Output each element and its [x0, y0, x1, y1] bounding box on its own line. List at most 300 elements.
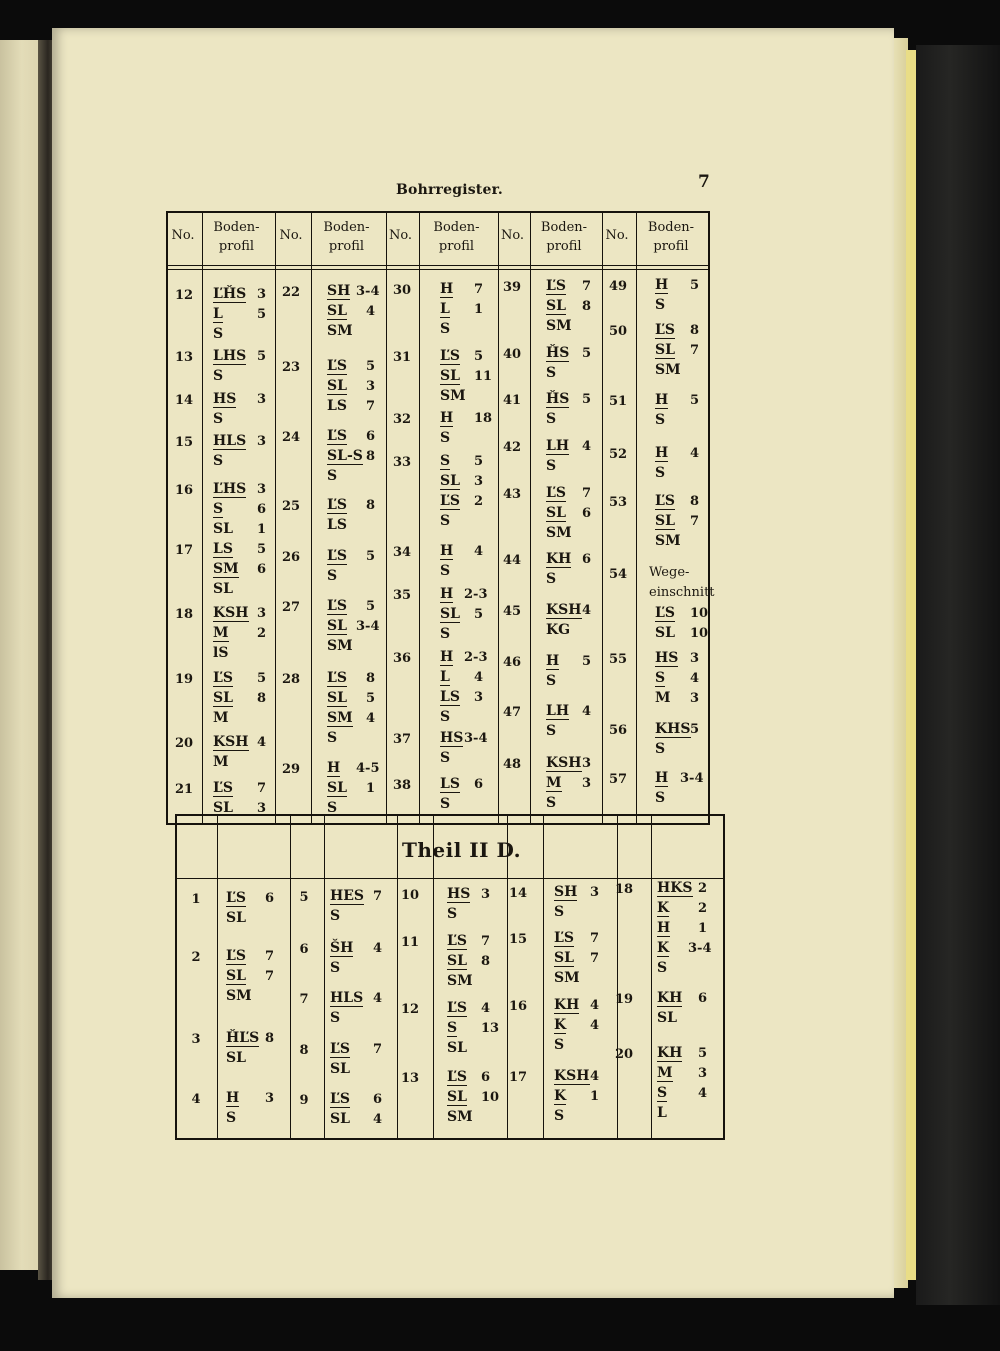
soil-layer-code: LS	[213, 541, 233, 557]
soil-layer-code: ĽS	[655, 605, 675, 621]
layer-thickness: 6	[474, 777, 484, 792]
soil-layer-code: SL	[447, 1089, 467, 1105]
soil-layer-code: M	[213, 710, 229, 726]
layer-thickness: 3-4	[464, 731, 488, 746]
soil-layer-code: SL	[213, 800, 233, 816]
register-number: 19	[174, 672, 194, 687]
layer-thickness: 6	[582, 506, 592, 521]
register-number: 50	[608, 324, 628, 339]
book-cover	[916, 45, 1000, 1305]
layer-thickness: 4	[373, 941, 383, 956]
soil-layer-code: KH	[554, 997, 580, 1013]
soil-layer-code: SL	[440, 368, 460, 384]
register-number: 55	[608, 652, 628, 667]
soil-layer-code: LHS	[213, 348, 247, 364]
register-number: 33	[392, 455, 412, 470]
layer-thickness: 2	[257, 626, 267, 641]
register-number: 57	[608, 772, 628, 787]
layer-thickness: 4-5	[356, 761, 380, 776]
register-number: 48	[502, 757, 522, 772]
layer-thickness: 5	[257, 671, 267, 686]
layer-thickness: 13	[481, 1021, 500, 1036]
register-number: 46	[502, 655, 522, 670]
soil-layer-code: S	[655, 297, 666, 313]
register-number: 38	[392, 778, 412, 793]
soil-layer-code: SM	[213, 561, 239, 577]
layer-thickness: 4	[590, 1069, 600, 1084]
layer-thickness: 1	[590, 1089, 600, 1104]
soil-layer-code: S	[440, 453, 451, 469]
register-number: 28	[281, 672, 301, 687]
layer-thickness: 3	[481, 887, 491, 902]
soil-layer-code: KHS	[655, 721, 691, 737]
soil-layer-code: S	[327, 468, 338, 484]
soil-layer-code: SL	[213, 581, 233, 597]
layer-thickness: 5	[582, 392, 592, 407]
soil-layer-code: SM	[447, 973, 473, 989]
layer-thickness: 4	[373, 1112, 383, 1127]
soil-layer-code: M	[213, 625, 229, 641]
soil-layer-code: H	[655, 392, 669, 408]
soil-layer-code: SL	[226, 910, 246, 926]
soil-layer-code: ĽS	[327, 548, 347, 564]
header-profile-line2: profil	[546, 239, 582, 254]
soil-layer-code: S	[655, 670, 666, 686]
register-number: 16	[508, 999, 528, 1014]
soil-layer-code: L	[440, 669, 450, 685]
soil-layer-code: S	[213, 453, 224, 469]
soil-layer-code: S	[330, 960, 341, 976]
soil-layer-code: S	[226, 1110, 237, 1126]
register-number: 10	[400, 888, 420, 903]
soil-layer-code: SL	[546, 505, 566, 521]
layer-thickness: 5	[690, 722, 700, 737]
register-number: 15	[174, 435, 194, 450]
soil-layer-code: SL	[327, 378, 347, 394]
layer-thickness: 5	[366, 549, 376, 564]
register-number: 37	[392, 732, 412, 747]
layer-thickness: 7	[474, 282, 484, 297]
soil-layer-code: einschnitt	[649, 585, 715, 600]
register-number: 30	[392, 283, 412, 298]
layer-thickness: 10	[690, 606, 709, 621]
layer-thickness: 3	[590, 885, 600, 900]
soil-layer-code: ĽS	[226, 890, 246, 906]
register-number: 27	[281, 600, 301, 615]
soil-layer-code: S	[554, 904, 565, 920]
soil-layer-code: H	[657, 920, 671, 936]
layer-thickness: 1	[698, 921, 708, 936]
layer-thickness: 4	[257, 735, 267, 750]
soil-layer-code: S	[213, 501, 224, 517]
soil-layer-code: ĽS	[447, 1069, 467, 1085]
header-profile-line2: profil	[218, 239, 255, 254]
layer-thickness: 7	[481, 934, 491, 949]
register-number: 4	[191, 1092, 201, 1107]
soil-layer-code: LS	[327, 517, 347, 533]
layer-thickness: 3	[257, 287, 267, 302]
soil-layer-code: ĽS	[546, 485, 566, 501]
page-number: 7	[698, 172, 710, 192]
register-number: 11	[400, 935, 420, 950]
header-profile-line1: Boden-	[540, 220, 588, 235]
layer-thickness: 2-3	[464, 587, 488, 602]
soil-layer-code: S	[213, 326, 224, 342]
layer-thickness: 5	[690, 278, 700, 293]
layer-thickness: 3	[257, 606, 267, 621]
layer-thickness: 2-3	[464, 650, 488, 665]
layer-thickness: 8	[366, 671, 376, 686]
layer-thickness: 18	[474, 411, 493, 426]
soil-layer-code: LS	[440, 689, 460, 705]
header-no: No.	[279, 228, 303, 243]
soil-layer-code: LH	[546, 438, 570, 454]
layer-thickness: 7	[265, 969, 275, 984]
register-number: 53	[608, 495, 628, 510]
register-number: 9	[299, 1093, 309, 1108]
layer-thickness: 7	[582, 486, 592, 501]
soil-layer-code: SL	[327, 690, 347, 706]
soil-layer-code: ȞS	[546, 345, 570, 361]
header-no: No.	[605, 228, 629, 243]
soil-layer-code: SL	[655, 513, 675, 529]
soil-layer-code: SL	[657, 1010, 677, 1026]
soil-layer-code: S	[440, 513, 451, 529]
register-number: 18	[174, 607, 194, 622]
layer-thickness: 10	[481, 1090, 500, 1105]
layer-thickness: 4	[590, 998, 600, 1013]
soil-layer-code: HS	[213, 391, 237, 407]
soil-layer-code: S	[546, 673, 557, 689]
soil-layer-code: M	[546, 775, 562, 791]
layer-thickness: 3	[366, 379, 376, 394]
layer-thickness: 6	[698, 991, 708, 1006]
layer-thickness: 7	[690, 343, 700, 358]
soil-layer-code: SM	[546, 318, 572, 334]
running-title: Bohrregister.	[396, 182, 503, 198]
soil-layer-code: KG	[546, 622, 571, 638]
register-number: 13	[174, 350, 194, 365]
soil-layer-code: ĽS	[213, 670, 233, 686]
layer-thickness: 3	[690, 691, 700, 706]
register-number: 56	[608, 723, 628, 738]
register-number: 31	[392, 350, 412, 365]
soil-layer-code: S	[440, 750, 451, 766]
soil-layer-code: Wege-	[649, 565, 690, 580]
soil-layer-code: ĽS	[327, 598, 347, 614]
layer-thickness: 5	[257, 542, 267, 557]
layer-thickness: 4	[698, 1086, 708, 1101]
soil-layer-code: H	[440, 281, 454, 297]
layer-thickness: 8	[690, 494, 700, 509]
layer-thickness: 5	[366, 599, 376, 614]
soil-layer-code: ĽS	[440, 493, 460, 509]
register-number: 47	[502, 705, 522, 720]
register-number: 14	[508, 886, 528, 901]
header-profile-line2: profil	[438, 239, 475, 254]
register-number: 32	[392, 412, 412, 427]
register-number: 26	[281, 550, 301, 565]
soil-layer-code: S	[546, 795, 557, 811]
soil-layer-code: S	[554, 1037, 565, 1053]
soil-layer-code: ĽS	[327, 428, 347, 444]
soil-layer-code: ĽS	[447, 933, 467, 949]
soil-layer-code: ĽS	[440, 348, 460, 364]
soil-layer-code: H	[655, 770, 669, 786]
soil-layer-code: SL	[213, 690, 233, 706]
soil-layer-code: S	[657, 1085, 668, 1101]
register-number: 35	[392, 588, 412, 603]
soil-layer-code: ĽS	[655, 493, 675, 509]
soil-layer-code: SL	[226, 1050, 246, 1066]
layer-thickness: 10	[690, 626, 709, 641]
layer-thickness: 3	[257, 392, 267, 407]
soil-layer-code: HLS	[213, 433, 247, 449]
soil-layer-code: SM	[327, 638, 353, 654]
soil-layer-code: SL	[226, 968, 246, 984]
soil-layer-code: H	[440, 586, 454, 602]
layer-thickness: 6	[257, 562, 267, 577]
register-number: 6	[299, 942, 309, 957]
register-number: 16	[174, 483, 194, 498]
layer-thickness: 1	[366, 781, 376, 796]
layer-thickness: 11	[474, 369, 493, 384]
soil-layer-code: H	[655, 277, 669, 293]
register-number: 23	[281, 360, 301, 375]
register-number: 34	[392, 545, 412, 560]
soil-layer-code: SM	[327, 710, 353, 726]
soil-layer-code: ĽȞS	[213, 286, 247, 302]
layer-thickness: 3	[474, 690, 484, 705]
header-profile-line2: profil	[653, 239, 689, 254]
soil-layer-code: S	[330, 908, 341, 924]
layer-thickness: 3	[257, 482, 267, 497]
soil-layer-code: SM	[554, 970, 580, 986]
layer-thickness: 3	[265, 1091, 275, 1106]
soil-layer-code: SM	[327, 323, 353, 339]
soil-layer-code: KSH	[554, 1068, 590, 1084]
layer-thickness: 8	[582, 299, 592, 314]
register-number: 12	[400, 1002, 420, 1017]
layer-thickness: 4	[474, 544, 484, 559]
layer-thickness: 4	[690, 671, 700, 686]
soil-layer-code: KSH	[546, 755, 582, 771]
soil-layer-code: SL	[554, 950, 574, 966]
soil-layer-code: K	[554, 1017, 567, 1033]
layer-thickness: 7	[590, 931, 600, 946]
soil-layer-code: S	[440, 430, 451, 446]
register-number: 15	[508, 932, 528, 947]
soil-layer-code: S	[546, 365, 557, 381]
soil-layer-code: ĽS	[330, 1091, 350, 1107]
header-profile-line1: Boden-	[433, 220, 480, 235]
soil-layer-code: H	[327, 760, 341, 776]
soil-layer-code: S	[327, 730, 338, 746]
layer-thickness: 3	[690, 651, 700, 666]
layer-thickness: 5	[582, 346, 592, 361]
soil-layer-code: SL	[440, 473, 460, 489]
layer-thickness: 8	[265, 1031, 275, 1046]
layer-thickness: 4	[690, 446, 700, 461]
soil-layer-code: L	[213, 306, 223, 322]
soil-layer-code: SL	[330, 1111, 350, 1127]
layer-thickness: 1	[474, 302, 484, 317]
layer-thickness: 6	[366, 429, 376, 444]
soil-layer-code: KH	[657, 1045, 683, 1061]
soil-layer-code: ĽHS	[213, 481, 247, 497]
soil-layer-code: S	[655, 465, 666, 481]
layer-thickness: 7	[265, 949, 275, 964]
soil-layer-code: KSH	[213, 605, 249, 621]
layer-thickness: 4	[582, 704, 592, 719]
layer-thickness: 2	[698, 901, 708, 916]
register-number: 7	[299, 992, 309, 1007]
register-number: 5	[299, 890, 309, 905]
layer-thickness: 2	[474, 494, 484, 509]
register-number: 42	[502, 440, 522, 455]
register-number: 41	[502, 393, 522, 408]
soil-layer-code: SM	[226, 988, 252, 1004]
register-number: 39	[502, 280, 522, 295]
layer-thickness: 4	[590, 1018, 600, 1033]
register-number: 51	[608, 394, 628, 409]
soil-layer-code: SM	[440, 388, 466, 404]
soil-layer-code: ĽS	[546, 278, 566, 294]
soil-layer-code: S	[440, 626, 451, 642]
soil-layer-code: S	[330, 1010, 341, 1026]
layer-thickness: 5	[366, 359, 376, 374]
soil-layer-code: ĽS	[226, 948, 246, 964]
layer-thickness: 3	[474, 474, 484, 489]
header-profile-line1: Boden-	[213, 220, 260, 235]
soil-layer-code: SM	[655, 362, 681, 378]
layer-thickness: 5	[698, 1046, 708, 1061]
layer-thickness: 8	[366, 449, 376, 464]
soil-layer-code: S	[447, 906, 458, 922]
soil-layer-code: S	[546, 458, 557, 474]
soil-layer-code: L	[657, 1105, 667, 1121]
header-profile-line1: Boden-	[323, 220, 370, 235]
soil-layer-code: H	[546, 653, 560, 669]
layer-thickness: 3	[698, 1066, 708, 1081]
layer-thickness: 4	[481, 1001, 491, 1016]
header-no: No.	[388, 228, 413, 243]
soil-layer-code: ĽS	[327, 670, 347, 686]
layer-thickness: 7	[366, 399, 376, 414]
soil-layer-code: SL	[330, 1061, 350, 1077]
register-number: 18	[614, 882, 634, 897]
soil-layer-code: S	[440, 709, 451, 725]
soil-layer-code: ĽS	[554, 930, 574, 946]
soil-layer-code: SL	[327, 780, 347, 796]
soil-layer-code: ĽS	[327, 497, 347, 513]
register-number: 13	[400, 1071, 420, 1086]
register-number: 43	[502, 487, 522, 502]
layer-thickness: 5	[474, 607, 484, 622]
soil-layer-code: S	[546, 723, 557, 739]
soil-layer-code: SL	[447, 1040, 467, 1056]
layer-thickness: 3-4	[356, 284, 380, 299]
soil-layer-code: K	[554, 1088, 567, 1104]
soil-layer-code: ȞS	[546, 391, 570, 407]
register-number: 22	[281, 285, 301, 300]
soil-layer-code: KSH	[213, 734, 249, 750]
register-number: 52	[608, 447, 628, 462]
register-number: 20	[614, 1047, 634, 1062]
layer-thickness: 4	[373, 991, 383, 1006]
layer-thickness: 3	[257, 801, 267, 816]
header-no: No.	[171, 228, 195, 243]
soil-layer-code: M	[655, 690, 671, 706]
soil-layer-code: HS	[440, 730, 464, 746]
layer-thickness: 2	[698, 881, 708, 896]
layer-thickness: 6	[257, 502, 267, 517]
soil-layer-code: ĽS	[655, 322, 675, 338]
register-number: 2	[191, 950, 201, 965]
soil-layer-code: ŠH	[330, 940, 354, 956]
soil-layer-code: K	[657, 900, 670, 916]
soil-layer-code: ĽS	[330, 1041, 350, 1057]
register-number: 19	[614, 992, 634, 1007]
register-number: 12	[174, 288, 194, 303]
layer-thickness: 5	[257, 349, 267, 364]
layer-thickness: 8	[481, 954, 491, 969]
soil-layer-code: KH	[546, 551, 572, 567]
layer-thickness: 4	[582, 439, 592, 454]
soil-layer-code: SL	[447, 953, 467, 969]
soil-layer-code: LS	[440, 776, 460, 792]
layer-thickness: 1	[257, 522, 267, 537]
soil-layer-code: M	[657, 1065, 673, 1081]
layer-thickness: 7	[590, 951, 600, 966]
soil-layer-code: S	[655, 790, 666, 806]
layer-thickness: 5	[474, 349, 484, 364]
layer-thickness: 5	[582, 654, 592, 669]
layer-thickness: 3-4	[680, 771, 704, 786]
layer-thickness: 5	[366, 691, 376, 706]
soil-layer-code: SM	[546, 525, 572, 541]
soil-layer-code: S	[327, 568, 338, 584]
soil-layer-code: S	[546, 411, 557, 427]
layer-thickness: 7	[373, 889, 383, 904]
register-number: 17	[174, 543, 194, 558]
soil-layer-code: SL-S	[327, 448, 363, 464]
soil-layer-code: S	[655, 741, 666, 757]
register-number: 21	[174, 782, 194, 797]
register-number: 44	[502, 553, 522, 568]
soil-layer-code: S	[440, 796, 451, 812]
layer-thickness: 8	[257, 691, 267, 706]
soil-layer-code: SH	[554, 884, 578, 900]
layer-thickness: 4	[474, 670, 484, 685]
soil-layer-code: S	[554, 1108, 565, 1124]
layer-thickness: 5	[474, 454, 484, 469]
soil-layer-code: SL	[655, 625, 675, 641]
soil-layer-code: H	[226, 1090, 240, 1106]
soil-layer-code: HS	[447, 886, 471, 902]
layer-thickness: 5	[690, 393, 700, 408]
soil-layer-code: S	[213, 411, 224, 427]
soil-layer-code: ĽS	[447, 1000, 467, 1016]
soil-layer-code: S	[447, 1020, 458, 1036]
soil-layer-code: SL	[327, 303, 347, 319]
soil-layer-code: S	[655, 412, 666, 428]
register-number: 49	[608, 279, 628, 294]
soil-layer-code: S	[440, 563, 451, 579]
register-number: 17	[508, 1070, 528, 1085]
register-number: 40	[502, 347, 522, 362]
layer-thickness: 7	[582, 279, 592, 294]
